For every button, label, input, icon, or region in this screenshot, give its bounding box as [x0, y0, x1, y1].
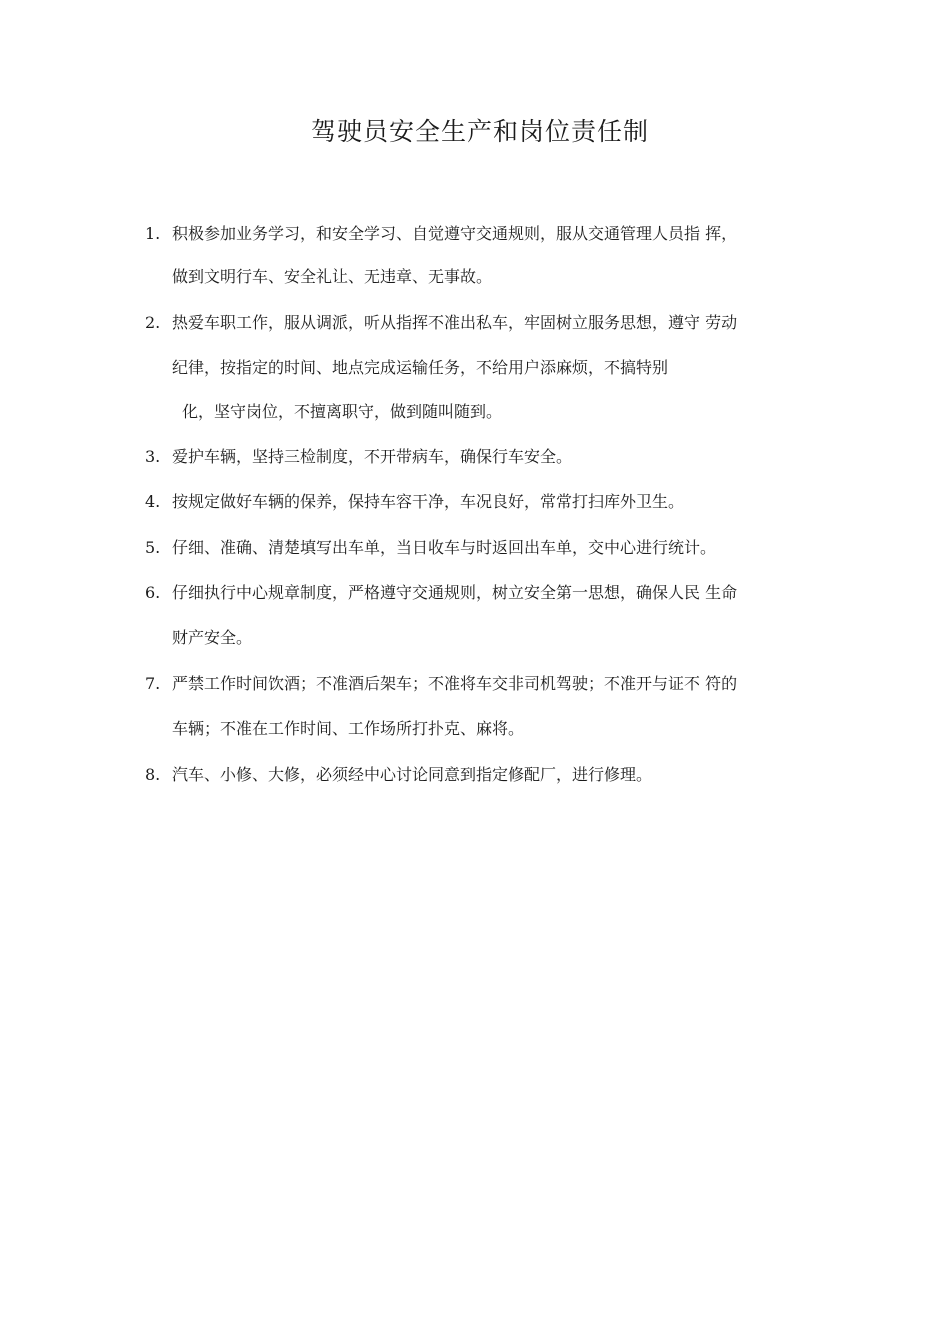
item-number: 1. [145, 224, 161, 243]
item-text-line: 纪律，按指定的时间、地点完成运输任务，不给用户添麻烦，不搞特别 [172, 358, 669, 377]
item-text-line: 做到文明行车、安全礼让、无违章、无事故。 [172, 267, 493, 286]
item-number: 7. [145, 674, 161, 693]
item-text-line: 车辆；不准在工作时间、工作场所打扑克、麻将。 [172, 719, 525, 738]
item-text-line: 严禁工作时间饮酒；不准酒后架车；不准将车交非司机驾驶；不准开与证不 符的 [172, 674, 738, 693]
item-number: 8. [145, 765, 161, 784]
item-number: 4. [145, 492, 161, 511]
item-text-line: 积极参加业务学习，和安全学习、自觉遵守交通规则，服从交通管理人员指 挥， [172, 224, 738, 243]
item-text-line: 仔细、准确、清楚填写出车单，当日收车与时返回出车单，交中心进行统计。 [172, 538, 717, 557]
item-text-line: 化，坚守岗位，不擅离职守，做到随叫随到。 [182, 402, 503, 421]
item-number: 5. [145, 538, 161, 557]
item-number: 6. [145, 583, 161, 602]
item-text-line: 财产安全。 [172, 628, 253, 647]
item-text-line: 热爱车职工作，服从调派，听从指挥不准出私车，牢固树立服务思想，遵守 劳动 [172, 313, 738, 332]
item-text-line: 汽车、小修、大修，必须经中心讨论同意到指定修配厂，进行修理。 [172, 765, 653, 784]
item-number: 2. [145, 313, 161, 332]
item-text-line: 按规定做好车辆的保养，保持车容干净，车况良好，常常打扫库外卫生。 [172, 492, 685, 511]
item-number: 3. [145, 447, 161, 466]
item-text-line: 仔细执行中心规章制度，严格遵守交通规则，树立安全第一思想，确保人民 生命 [172, 583, 738, 602]
page-title: 驾驶员安全生产和岗位责任制 [310, 117, 649, 146]
item-text-line: 爱护车辆，坚持三检制度，不开带病车，确保行车安全。 [172, 447, 573, 466]
